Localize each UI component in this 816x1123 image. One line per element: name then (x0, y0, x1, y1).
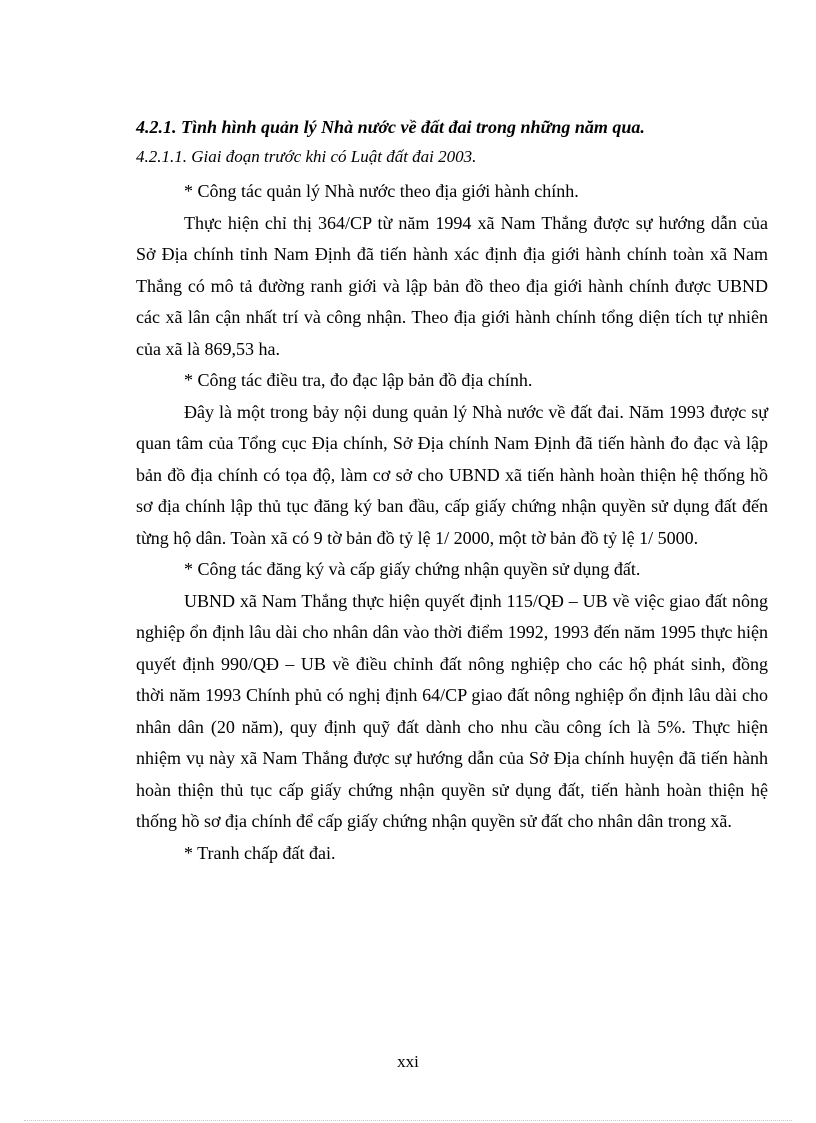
subsection-heading: 4.2.1.1. Giai đoạn trước khi có Luật đất đai 2003. (136, 147, 477, 166)
bullet-heading-land-disputes: * Tranh chấp đất đai. (184, 842, 336, 863)
bullet-heading-land-registration: * Công tác đăng ký và cấp giấy chứng nhận quyền sử dụng đất. (184, 559, 641, 579)
paragraph-survey-mapping: Đây là một trong bảy nội dung quản lý Nhà nước về đất đai. Năm 1993 được sự quan tâm của Tổng cục Địa chính, Sở Địa chính Nam Định đã tiến hành đo đạc và lập bản đồ địa chính có tọa độ, làm cơ sở cho UBND xã tiến hành hoàn thiện hệ thống hồ sơ địa chính lập thủ tục đăng ký ban đầu, cấp giấy chứng nhận quyền sử dụng đất đến từng hộ dân. Toàn xã có 9 tờ bản đồ tỷ lệ 1/ 2000, một tờ bản đồ tỷ lệ 1/ 5000. (136, 401, 768, 548)
paragraph-admin-boundary: Thực hiện chỉ thị 364/CP từ năm 1994 xã Nam Thắng được sự hướng dẫn của Sở Địa chính tỉnh Nam Định đã tiến hành xác định địa giới hành chính toàn xã Nam Thắng có mô tả đường ranh giới và lập bản đồ theo địa giới hành chính được UBND các xã lân cận nhất trí và công nhận. Theo địa giới hành chính tổng diện tích tự nhiên của xã là 869,53 ha. (136, 212, 768, 359)
body-text (136, 112, 768, 869)
page-bottom-divider (24, 1120, 792, 1121)
bullet-heading-survey-mapping: * Công tác điều tra, đo đạc lập bản đồ địa chính. (184, 370, 533, 390)
paragraph-land-registration: UBND xã Nam Thắng thực hiện quyết định 115/QĐ – UB về việc giao đất nông nghiệp ổn định lâu dài cho nhân dân vào thời điểm 1992, 1993 đến năm 1995 thực hiện quyết định 990/QĐ – UB về điều chỉnh đất nông nghiệp cho các hộ phát sinh, đồng thời năm 1993 Chính phủ có nghị định 64/CP giao đất nông nghiệp ổn định lâu dài cho nhân dân (20 năm), quy định quỹ đất dành cho nhu cầu công ích là 5%. Thực hiện nhiệm vụ này xã Nam Thắng được sự hướng dẫn của Sở Địa chính huyện đã tiến hành hoàn thiện thủ tục cấp giấy chứng nhận quyền sử dụng đất, tiến hành hoàn thiện hệ thống hồ sơ địa chính để cấp giấy chứng nhận quyền sử đất cho nhân dân trong xã. (136, 590, 768, 831)
section-heading: 4.2.1. Tình hình quản lý Nhà nước về đất đai trong những năm qua. (136, 117, 645, 137)
bullet-heading-admin-boundary: * Công tác quản lý Nhà nước theo địa giới hành chính. (184, 181, 579, 201)
page-number: xxi (397, 1052, 419, 1071)
